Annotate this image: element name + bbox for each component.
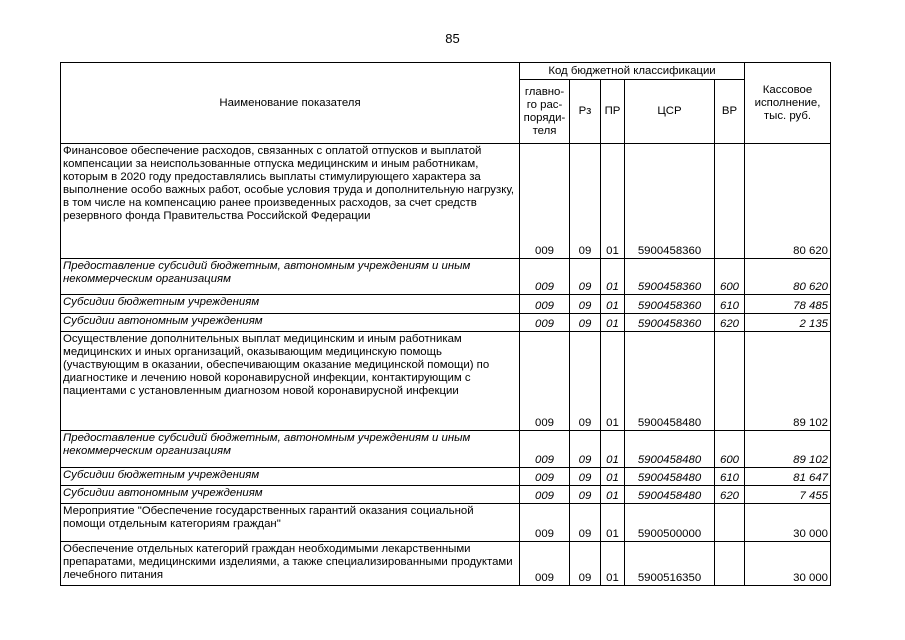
row-pr: 01 [601,504,625,542]
row-amount: 80 620 [745,259,831,295]
row-csr: 5900458360 [625,144,715,259]
table-row [61,504,831,542]
row-name-text: Субсидии автономным учреждениям [63,315,263,327]
row-name [61,332,520,431]
row-glava: 009 [520,542,570,586]
row-csr: 5900458480 [625,486,715,504]
row-csr: 5900516350 [625,542,715,586]
row-pr: 01 [601,295,625,314]
row-rz: 09 [570,504,601,542]
row-pr: 01 [601,144,625,259]
table-row [61,295,831,314]
table-row [61,259,831,295]
row-vr: 620 [715,314,745,332]
row-rz: 09 [570,144,601,259]
header-rz: Рз [570,80,601,144]
row-rz: 09 [570,542,601,586]
row-vr: 600 [715,259,745,295]
row-name [61,542,520,586]
row-amount: 78 485 [745,295,831,314]
table-row [61,431,831,468]
row-name-text: Мероприятие "Обеспечение государственных гарантий оказания социальной помощи отдельным категориям граждан" [63,505,474,530]
row-amount: 81 647 [745,468,831,486]
row-glava: 009 [520,468,570,486]
header-glava: главно-го рас-поряди-теля [520,80,570,144]
row-name-text: Финансовое обеспечение расходов, связанных с оплатой отпусков и выплатой компенсации за неиспользованные отпуска медицинским и иным работникам, которым в 2020 году предоставлялись выплаты стимулирующего характера за выполнение особо важных работ, особые условия труда и дополнительную нагрузку, в том числе на компенсацию ранее произведенных расходов, за счет средств резервного фонда Правительства Российской Федерации [63,145,515,222]
row-vr [715,542,745,586]
table-row [61,332,831,431]
row-amount: 7 455 [745,486,831,504]
row-rz: 09 [570,431,601,468]
row-vr [715,144,745,259]
row-name [61,259,520,295]
header-vr: ВР [715,80,745,144]
row-pr: 01 [601,486,625,504]
row-pr: 01 [601,468,625,486]
row-csr: 5900458360 [625,259,715,295]
row-vr [715,504,745,542]
row-name [61,431,520,468]
header-amount: Кассовое исполнение, тыс. руб. [745,63,831,144]
budget-table [60,62,831,586]
header-code-group: Код бюджетной классификации [520,63,745,80]
row-pr: 01 [601,314,625,332]
row-name-text: Субсидии бюджетным учреждениям [63,296,260,308]
row-vr: 620 [715,486,745,504]
table-row [61,468,831,486]
header-csr: ЦСР [625,80,715,144]
row-name-text: Субсидии бюджетным учреждениям [63,469,260,481]
row-amount: 89 102 [745,332,831,431]
row-vr: 610 [715,295,745,314]
row-name-text: Предоставление субсидий бюджетным, автономным учреждениям и иным некоммерческим организациям [63,432,471,457]
row-name [61,314,520,332]
row-name-text: Субсидии автономным учреждениям [63,487,263,499]
row-csr: 5900458480 [625,468,715,486]
row-amount: 89 102 [745,431,831,468]
row-vr [715,332,745,431]
row-amount: 2 135 [745,314,831,332]
row-csr: 5900458360 [625,295,715,314]
page-number: 85 [445,31,460,46]
row-name-text: Обеспечение отдельных категорий граждан необходимыми лекарственными препаратами, медицинскими изделиями, а также специализированными продуктами лечебного питания [63,543,513,581]
row-csr: 5900458360 [625,314,715,332]
table-row [61,144,831,259]
row-name [61,486,520,504]
row-amount: 80 620 [745,144,831,259]
row-vr: 600 [715,431,745,468]
row-rz: 09 [570,259,601,295]
row-glava: 009 [520,259,570,295]
row-glava: 009 [520,486,570,504]
row-pr: 01 [601,431,625,468]
row-name-text: Предоставление субсидий бюджетным, автономным учреждениям и иным некоммерческим организациям [63,260,471,285]
row-csr: 5900500000 [625,504,715,542]
row-csr: 5900458480 [625,332,715,431]
row-amount: 30 000 [745,504,831,542]
row-pr: 01 [601,332,625,431]
header-name: Наименование показателя [61,63,520,144]
row-csr: 5900458480 [625,431,715,468]
row-name-text: Осуществление дополнительных выплат медицинским и иным работникам медицинских и иных организаций, оказывающим медицинскую помощь (участвующим в оказании, обеспечивающим оказание медицинской помощи) по диагностике и лечению новой коронавирусной инфекции, контактирующим с пациентами с установленным диагнозом новой коронавирусной инфекции [63,333,490,397]
row-glava: 009 [520,332,570,431]
row-name [61,144,520,259]
row-rz: 09 [570,295,601,314]
row-rz: 09 [570,486,601,504]
row-glava: 009 [520,295,570,314]
header-pr: ПР [601,80,625,144]
table-row [61,314,831,332]
row-glava: 009 [520,314,570,332]
row-glava: 009 [520,504,570,542]
row-pr: 01 [601,542,625,586]
table-body [61,144,831,586]
row-rz: 09 [570,468,601,486]
row-glava: 009 [520,144,570,259]
row-amount: 30 000 [745,542,831,586]
row-name [61,504,520,542]
row-rz: 09 [570,314,601,332]
row-rz: 09 [570,332,601,431]
row-glava: 009 [520,431,570,468]
row-vr: 610 [715,468,745,486]
table-row [61,542,831,586]
table-row [61,486,831,504]
row-name [61,295,520,314]
row-pr: 01 [601,259,625,295]
row-name [61,468,520,486]
